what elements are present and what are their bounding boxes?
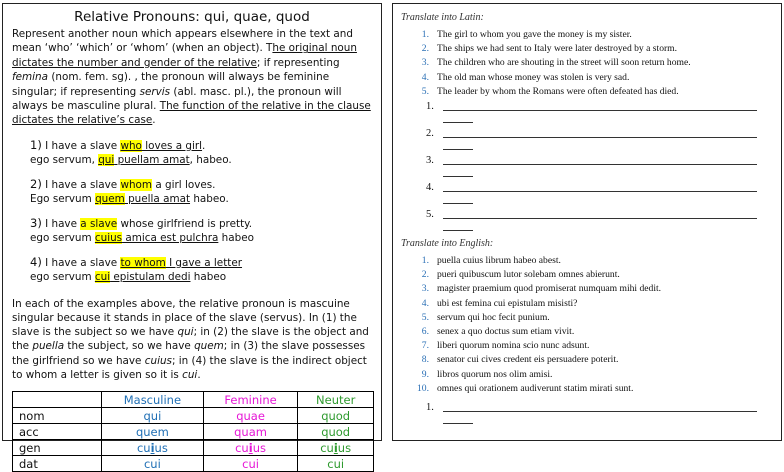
example-item: 2) I have a slave whom a girl loves. Ego servum quem puella amat habeo. [30, 176, 229, 205]
example-item: 1) I have a slave who loves a girl. ego servum, qui puellam amat, habeo. [30, 137, 232, 166]
header-feminine: Feminine [203, 392, 298, 408]
answer-line[interactable]: 4. [401, 182, 771, 209]
latin-exercise-list [401, 28, 771, 99]
english-exercise-list [401, 254, 771, 396]
answer-line[interactable]: 1. [401, 101, 771, 128]
example-list [12, 138, 372, 284]
latin-answer-area [401, 101, 771, 236]
page-title: Relative Pronouns: qui, quae, quod [74, 9, 310, 25]
list-item: 1. puella cuius librum habeo abest. [421, 255, 561, 267]
exercise-panel [392, 3, 782, 441]
list-item: 6. senex a quo doctus sum etiam vivit. [421, 326, 575, 338]
list-item: 7. liberi quorum nomina scio nunc adsunt. [421, 340, 590, 352]
table-row: acc quem quam quod [13, 424, 374, 440]
header-neuter: Neuter [298, 392, 374, 408]
list-item: 4. The old man whose money was stolen is very sad. [421, 71, 630, 83]
list-item: 2. pueri quibuscum lutor solebam omnes abierunt. [421, 269, 620, 281]
list-item: 3. The children who are shouting in the street will soon return home. [421, 57, 691, 69]
answer-line[interactable]: 3. [401, 155, 771, 182]
list-item: 2. The ships we had sent to Italy were later destroyed by a storm. [421, 43, 678, 55]
list-item: 5. servum qui hoc fecit punium. [421, 311, 550, 323]
example-item: 4) I have a slave to whom I gave a letter ego servum cui epistulam dedi habeo [30, 254, 243, 283]
table-header-row [13, 392, 374, 408]
intro-paragraph: Represent another noun which appears elsewhere in the text and mean ‘who’ ‘which’ or ‘whom’ (when an object). The original noun dictates the number and gender of the relative; if representing femina (nom. fem. sg). , the pronoun will always be feminine singular; if representing servis (abl. masc. pl.), the pronoun will always be masculine plural. The function of the relative in the clause dictates the relative’s case. [12, 28, 371, 127]
list-item: 4. ubi est femina cui epistulam misisti? [421, 297, 578, 309]
table-row: nom qui quae quod [13, 408, 374, 424]
english-answer-area [401, 402, 771, 429]
answer-line[interactable]: 1. [401, 402, 771, 429]
grammar-panel [2, 3, 382, 471]
english-section-heading: Translate into English: [401, 238, 494, 250]
header-masculine: Masculine [102, 392, 204, 408]
example-item: 3) I have a slave whose girlfriend is pretty. ego servum cuius amica est pulchra habeo [30, 215, 254, 244]
answer-line[interactable]: 5. [401, 209, 771, 236]
table-row: gen cuius cuius cuius [13, 440, 374, 456]
table-row: dat cui cui cui [13, 456, 374, 472]
list-item: 1. The girl to whom you gave the money is my sister. [421, 29, 632, 40]
explanation-paragraph: In each of the examples above, the relative pronoun is mascuine singular because it stands in place of the slave (servus). In (1) the slave is the subject so we have qui; in (2) the slave is the object and the puella the subject, so we have quem; in (3) the slave possesses the girlfriend so we have cuius; in (4) the slave is the indirect object to whom a letter is given so it is cui. [12, 297, 369, 381]
list-item: 9. libros quorum nos olim amisi. [421, 368, 553, 380]
list-item: 10. omnes qui orationem audiverunt statim mirati sunt. [417, 382, 634, 394]
list-item: 8. senator cui cives credent eis persuadere poterit. [421, 354, 619, 366]
list-item: 5. The leader by whom the Romans were often defeated has died. [421, 85, 679, 97]
answer-line[interactable]: 2. [401, 128, 771, 155]
latin-section-heading: Translate into Latin: [401, 12, 484, 23]
list-item: 3. magister praemium quod promiserat numquam mihi dedit. [421, 283, 662, 295]
declension-table [12, 391, 374, 472]
